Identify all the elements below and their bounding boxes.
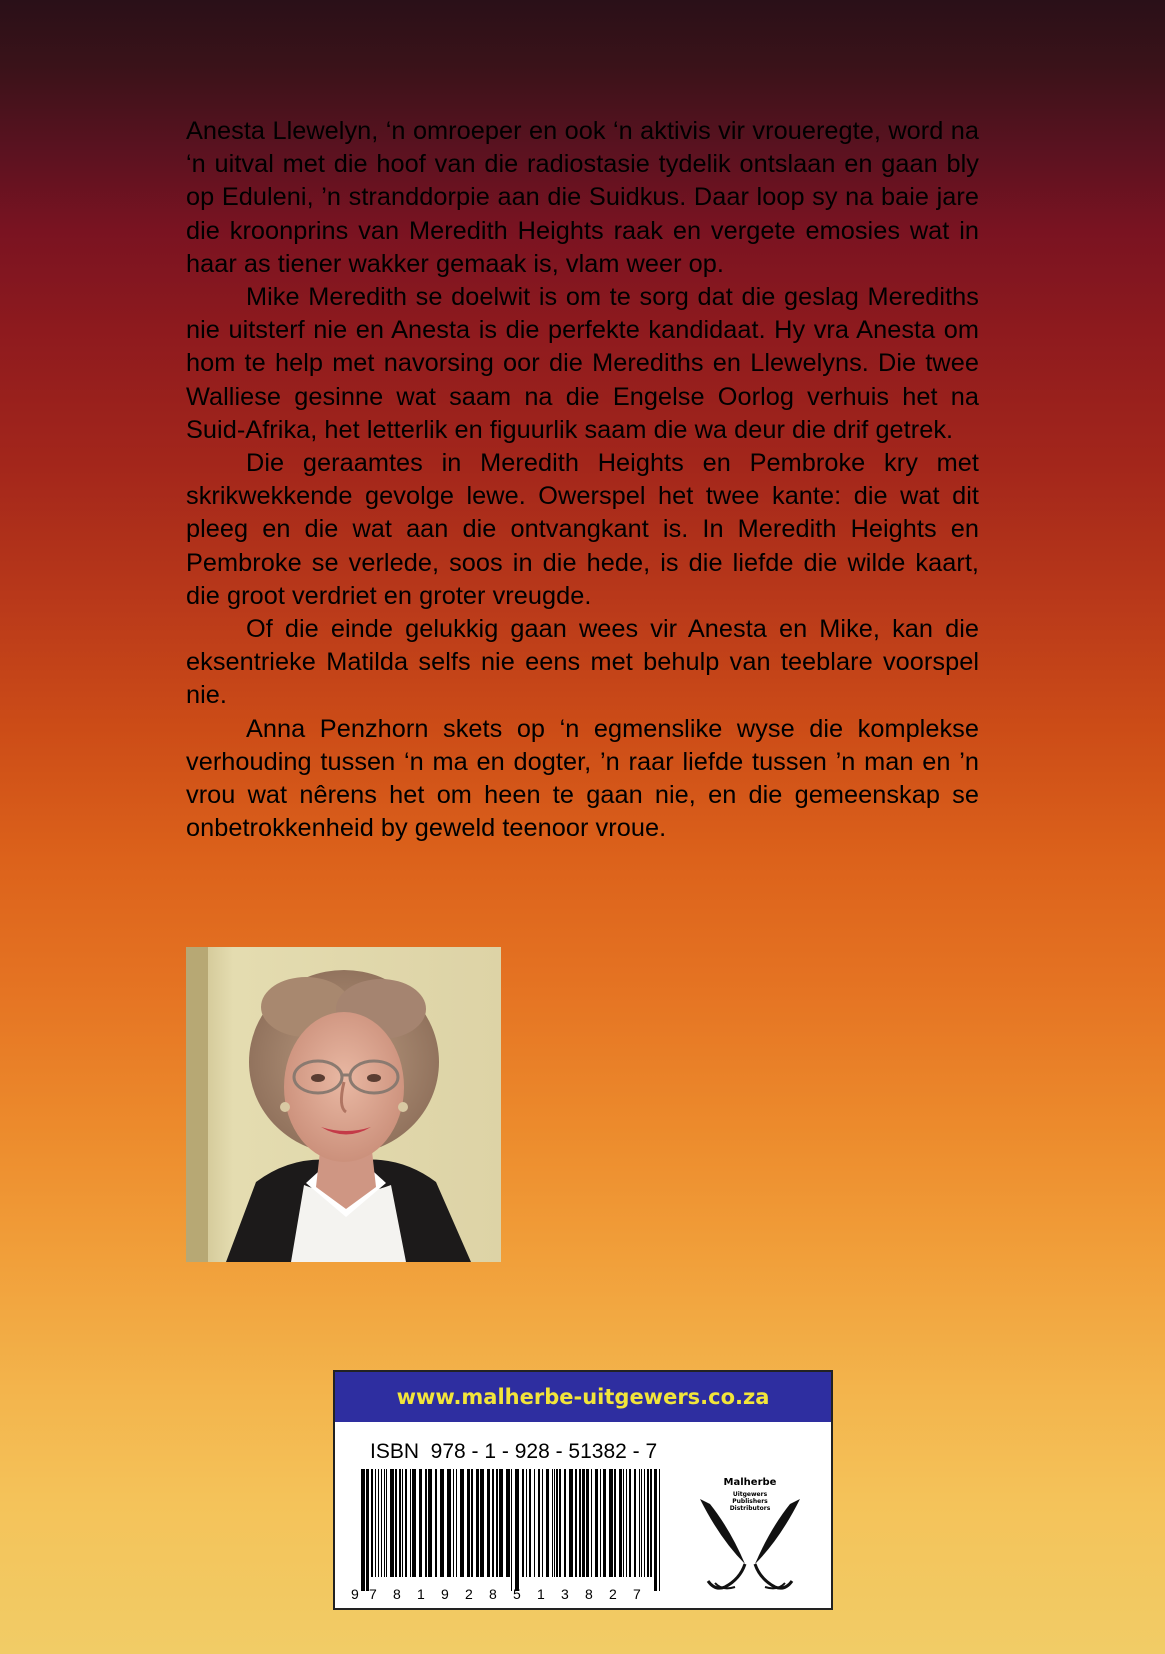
barcode-bar: [386, 1469, 387, 1577]
barcode-bar: [447, 1469, 451, 1577]
barcode-bar: [378, 1469, 379, 1577]
barcode-bar: [564, 1469, 566, 1577]
barcode-bar: [395, 1469, 397, 1577]
barcode-digit: 3: [561, 1586, 569, 1602]
barcode-bar: [554, 1469, 555, 1577]
barcode-bar: [534, 1469, 535, 1577]
barcode-bar: [546, 1469, 549, 1577]
barcode-bar: [569, 1469, 573, 1577]
barcode-bar: [440, 1469, 444, 1577]
blurb-paragraph-5: Anna Penzhorn skets op ‘n egmenslike wyse die komplekse verhouding tussen ‘n ma en dogter, ’n raar liefde tussen ’n man en ’n vrou wat nêrens het om heen te gaan nie, en die gemeenskap se onbetrokkenheid by geweld teenoor vroue.: [186, 714, 979, 843]
barcode-bar: [499, 1469, 503, 1577]
barcode-bar: [419, 1469, 422, 1577]
barcode-digit: 1: [537, 1586, 545, 1602]
barcode-bar: [542, 1469, 543, 1577]
barcode-bar: [639, 1469, 640, 1577]
author-photo: [186, 947, 501, 1262]
logo-subtitle: [690, 1491, 810, 1512]
logo-title: Malherbe: [723, 1477, 777, 1488]
barcode-bar: [582, 1469, 585, 1577]
barcode-bar: [496, 1469, 498, 1577]
barcode-bar: [575, 1469, 577, 1577]
barcode-bar: [476, 1469, 479, 1577]
barcode-bar: [390, 1469, 394, 1577]
barcode-digit: 8: [585, 1586, 593, 1602]
barcode-bar: [552, 1469, 553, 1577]
barcode-bar: [654, 1469, 657, 1591]
barcode-bar: [659, 1469, 660, 1591]
barcode-bar: [556, 1469, 558, 1577]
barcode-digit: 7: [633, 1586, 641, 1602]
barcode-digit: 1: [417, 1586, 425, 1602]
barcode-bar: [361, 1469, 365, 1591]
barcode-bar: [603, 1469, 606, 1577]
barcode-bar: [559, 1469, 561, 1577]
barcode-digit: 5: [513, 1586, 521, 1602]
barcode-bar: [522, 1469, 524, 1577]
barcode-bar: [515, 1469, 519, 1591]
barcode-bar: [511, 1469, 512, 1591]
barcode-bar: [375, 1469, 376, 1577]
barcode-bar: [609, 1469, 613, 1577]
isbn-label: ISBN 978 - 1 - 928 - 51382 - 7: [370, 1440, 658, 1463]
barcode-bar: [641, 1469, 642, 1577]
barcode-bar: [480, 1469, 484, 1577]
barcode-bar: [384, 1469, 385, 1577]
barcode-bar: [619, 1469, 622, 1577]
barcode-bar: [402, 1469, 403, 1577]
publisher-logo: [690, 1469, 810, 1599]
barcode-bar: [471, 1469, 473, 1577]
barcode-digit: 9: [441, 1586, 449, 1602]
logo-sub-line: Publishers: [732, 1498, 768, 1505]
barcode-bar: [595, 1469, 598, 1577]
barcode-bar: [453, 1469, 454, 1577]
barcode-bar: [428, 1469, 432, 1577]
barcode-bar: [460, 1469, 464, 1577]
barcode-bar: [492, 1469, 494, 1577]
publisher-url[interactable]: www.malherbe-uitgewers.co.za: [335, 1372, 831, 1422]
barcode-bar: [591, 1469, 592, 1577]
barcode-bar: [381, 1469, 382, 1577]
barcode-bar: [629, 1469, 631, 1577]
barcode-digit: 2: [609, 1586, 617, 1602]
barcode-digit: 7: [369, 1586, 377, 1602]
barcode-bar: [467, 1469, 470, 1577]
barcode-bar: [623, 1469, 624, 1577]
logo-sub-line: Distributors: [729, 1505, 771, 1512]
blurb-paragraph-2: Mike Meredith se doelwit is om te sorg dat die geslag Merediths nie uitsterf nie en Anesta is die perfekte kandidaat. Hy vra Anesta om hom te help met navorsing oor die Merediths en Llewelyns. Die twee Walliese gesinne wat saam na die Engelse Oorlog verhuis het na Suid-Afrika, het letterlik en figuurlik saam die wa deur die drif getrek.: [186, 283, 979, 444]
barcode: [347, 1469, 667, 1604]
barcode-bar: [626, 1469, 627, 1577]
barcode-bar: [579, 1469, 581, 1577]
barcode-bar: [644, 1469, 645, 1577]
barcode-bar: [650, 1469, 652, 1577]
barcode-digit: 9: [351, 1586, 359, 1602]
barcode-bar: [634, 1469, 636, 1577]
barcode-digit: 8: [393, 1586, 401, 1602]
barcode-bar: [435, 1469, 437, 1577]
isbn-barcode-box: [333, 1370, 833, 1610]
blurb-paragraph-1: Anesta Llewelyn, ‘n omroeper en ook ‘n aktivis vir vroueregte, word na ‘n uitval met die hoof van die radiostasie tydelik ontslaan en gaan bly op Eduleni, ’n stranddorpie aan die Suidkus. Daar loop sy na baie jare die kroonprins van Meredith Heights raak en vergete emosies wat in haar as tiener wakker gemaak is, vlam weer op.: [186, 117, 979, 278]
blurb-text: [186, 115, 979, 845]
barcode-bar: [399, 1469, 401, 1577]
barcode-bar: [410, 1469, 411, 1577]
barcode-bar: [487, 1469, 490, 1577]
quill-icon: [690, 1469, 810, 1599]
barcode-digit: 8: [489, 1586, 497, 1602]
barcode-bar: [425, 1469, 427, 1577]
barcode-bar: [529, 1469, 531, 1577]
barcode-bar: [614, 1469, 616, 1577]
barcode-bar: [366, 1469, 369, 1591]
barcode-bar: [456, 1469, 457, 1577]
blurb-paragraph-3: Die geraamtes in Meredith Heights en Pembroke kry met skrikwekkende gevolge lewe. Owerspel het twee kante: die wat dit pleeg en die wat aan die ontvangkant is. In Meredith Heights en Pembroke se verlede, soos in die hede, is die liefde die wilde kaart, die groot verdriet en groter vreugde.: [186, 449, 979, 610]
barcode-bar: [371, 1469, 373, 1577]
barcode-bar: [586, 1469, 589, 1577]
barcode-bar: [526, 1469, 527, 1577]
barcode-bar: [412, 1469, 416, 1577]
barcode-bar: [538, 1469, 540, 1577]
barcode-bar: [405, 1469, 407, 1577]
blurb-paragraph-4: Of die einde gelukkig gaan wees vir Anesta en Mike, kan die eksentrieke Matilda selfs nie eens met behulp van teeblare voorspel nie.: [186, 615, 979, 710]
barcode-bar: [506, 1469, 510, 1577]
barcode-bar: [647, 1469, 649, 1577]
barcode-bar: [600, 1469, 601, 1577]
barcode-digit: 2: [465, 1586, 473, 1602]
logo-sub-line: Uitgewers: [732, 1491, 768, 1498]
